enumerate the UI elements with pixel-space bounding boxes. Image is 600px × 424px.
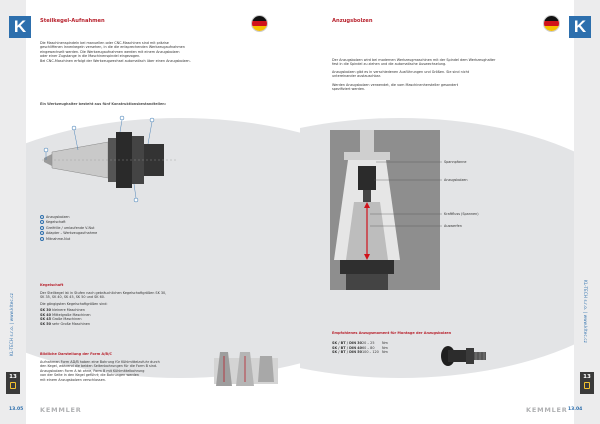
callout-3-icon: [120, 116, 124, 120]
callout-1-icon: [44, 148, 48, 152]
legend-label: Adapter – Werkzeugaufnahme: [46, 231, 98, 236]
variants-line: Anzugsbolzen gibt es in verschiedenen Ausführungen und Größen. Sie sind nicht: [332, 70, 470, 74]
spec-line: Werden Anzugsbolzen verwendet, die vom Maschinenhersteller gesondert: [332, 83, 459, 87]
torque-row: [332, 350, 393, 355]
brand-footer: KEMMLER: [40, 406, 82, 414]
legend-label: Greifrille / umlaufende V-Nut: [46, 225, 95, 230]
legend-label: Kegelschaft: [46, 220, 66, 225]
page-number: 13.04: [568, 407, 583, 412]
legend-bullet-icon: [40, 226, 44, 230]
spec-line: spezifiziert werden.: [332, 87, 366, 92]
legend-label: Mitnahme-Nut: [46, 236, 71, 241]
gripper-shape: [358, 166, 376, 190]
callout-5-icon: [134, 198, 138, 202]
torque-range: 20 – 25: [362, 341, 375, 345]
legend-bullet-icon: [40, 215, 44, 219]
vertical-company-text: KL-TECH s.r.o. | www.kltec.cz: [9, 292, 14, 356]
callout-2-icon: [72, 126, 76, 130]
label-spannpfanne: Spannpfanne: [444, 160, 467, 164]
kegel-subtext: Die gängigsten Kegelschaftgrößen sind:: [40, 302, 108, 306]
brand-footer: KEMMLER: [526, 406, 568, 414]
info-icon: [10, 382, 16, 389]
intro-line: geschliffenen Innenkegeln versehen, in die die entsprechenden Werkzeugaufnahmen: [40, 45, 185, 50]
torque-size: SK / BT / DIN 50: [332, 350, 362, 355]
torque-range: 60 – 80: [362, 345, 375, 350]
torque-size: SK / BT / DIN 40: [332, 345, 362, 350]
size-code: SK 45: [40, 317, 51, 322]
spindle-section-diagram: [330, 130, 530, 290]
german-flag-icon: [543, 15, 560, 32]
variants-line: untereinander austauschbar.: [332, 74, 381, 79]
flange-shape: [340, 260, 394, 274]
torque-unit: Nm: [382, 345, 388, 350]
legend-bullet-icon: [40, 237, 44, 241]
torque-unit: Nm: [382, 341, 388, 345]
component-legend: [40, 215, 97, 242]
retention-knob-image: [436, 336, 490, 380]
page-number: 13.05: [9, 407, 24, 412]
size-code: SK 40: [40, 312, 51, 317]
page-title: Steilkegel-Aufnahmen: [40, 18, 105, 24]
page-title: Anzugsbolzen: [332, 18, 373, 24]
torque-heading: Empfohlenes Anzugsmoment für Montage der Anzugsbolzen: [332, 331, 452, 335]
label-kraftfluss: Kraftfluss (Spannen): [444, 212, 479, 216]
kemmler-logo: K: [9, 16, 31, 38]
intro-line: oder einer Zugstange in die Maschinenspindel eingezogen.: [40, 54, 141, 59]
form-abc-diagram: [214, 352, 278, 390]
anzug-line: den Kegel, während die beiden Seitenbohrungen für die Form B sind.: [40, 364, 158, 369]
legend-item: [40, 237, 97, 242]
size-row: [40, 322, 91, 327]
kemmler-logo: K: [569, 16, 591, 38]
kegel-line: Der Steilkegel ist in Stufen nach gebräuchlichen Kegelschaftgrößen SK 30,: [40, 291, 167, 295]
anzug-line: von der Seite in den Kegel geführt; die Bohrungen werden: [40, 373, 139, 378]
legend-bullet-icon: [40, 220, 44, 224]
retention-knob-shape: [363, 190, 371, 202]
left-side-strip: [0, 0, 26, 424]
torque-table: [332, 341, 393, 355]
size-code: SK 30: [40, 308, 51, 312]
tool-holder-diagram: [38, 114, 198, 206]
intro-line: Die Maschinenspindeln bei manuellen oder CNC-Maschinen sind mit präzise: [40, 41, 169, 45]
tab-number: 13: [583, 374, 591, 380]
size-list: [40, 308, 91, 326]
kegel-text: [40, 291, 270, 300]
vertical-company-text: KL-TECH s.r.o. | www.kltec.cz: [583, 280, 588, 344]
section-tab[interactable]: [6, 372, 20, 394]
torque-range: 100 – 120: [362, 350, 379, 355]
kegel-heading: Kegelschaft: [40, 283, 64, 287]
legend-label: Anzugsbolzen: [46, 215, 70, 219]
label-auswerfen: Auswerfen: [444, 224, 462, 228]
components-intro: Ein Werkzeughalter besteht aus fünf Konstruktionsbestandteilen:: [40, 102, 167, 106]
callout-4-icon: [150, 118, 154, 122]
size-desc: Mittelgroße Maschinen: [51, 312, 91, 317]
anzug-heading: Bildliche Darstellung der Form A/B/C: [40, 352, 112, 356]
size-desc: kleinere Maschinen: [51, 308, 85, 312]
section-tab[interactable]: [580, 372, 594, 394]
intro-line: fest in die Spindel zu ziehen und die automatische Auswechselung.: [332, 62, 447, 67]
size-code: SK 50: [40, 321, 51, 326]
label-anzugsbolzen: Anzugsbolzen: [444, 178, 468, 182]
size-desc: Große Maschinen: [51, 317, 82, 322]
right-page: [300, 0, 600, 424]
size-desc: sehr Große Maschinen: [51, 321, 90, 326]
intro-line: eingewechselt werden. Die Werkzeugaufnahmen werden mit einem Anzugsbolzen: [40, 49, 180, 54]
torque-size: SK / BT / DIN 30: [332, 341, 362, 345]
intro-line: Bei CNC-Maschinen erfolgt der Werkzeugwechsel automatisch über einen Anzugsbolzen.: [40, 58, 191, 63]
info-icon: [584, 382, 590, 389]
german-flag-icon: [251, 15, 268, 32]
anzug-line: Anzugsbolzen Form A ist ohne, Form B mit Kühlmittelbohrung: [40, 368, 145, 373]
paragraph-variants: [332, 70, 562, 79]
torque-unit: Nm: [382, 350, 388, 355]
legend-bullet-icon: [40, 231, 44, 235]
tab-number: 13: [9, 374, 17, 380]
kegel-line: SK 35, SK 40, SK 45, SK 50 und SK 60.: [40, 295, 105, 300]
anzug-text: [40, 360, 220, 382]
intro-text: [40, 41, 270, 63]
paragraph-spec: [332, 83, 562, 92]
anzug-line: mit einem Anzugsbolzen verschlossen.: [40, 377, 107, 382]
anzug-line: Aufnahmen Form AD/B haben eine Bohrung für Kühlmittelzufuhr durch: [40, 360, 160, 364]
intro-text: [332, 58, 562, 67]
intro-line: Der Anzugsbolzen wird bei modernen Werkzeugmaschinen mit der Spindel dem Werkzeughalter: [332, 58, 496, 62]
